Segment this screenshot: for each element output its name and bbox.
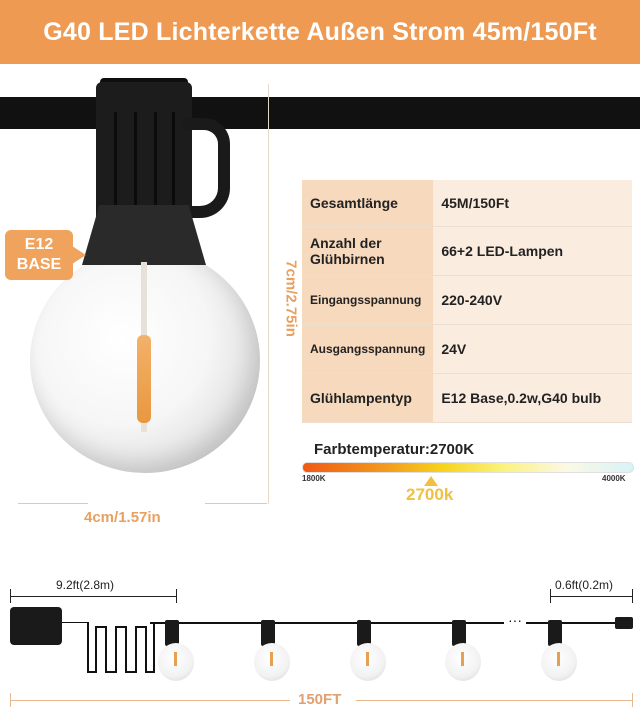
spec-value: 66+2 LED-Lampen bbox=[433, 226, 632, 275]
total-dimension-line-left bbox=[10, 700, 290, 701]
width-dimension-line-left bbox=[18, 503, 88, 504]
width-dimension-line-right bbox=[205, 503, 267, 504]
spec-value: 24V bbox=[433, 324, 632, 373]
string-cable bbox=[150, 622, 615, 624]
spec-value: 220-240V bbox=[433, 275, 632, 324]
spec-key: Glühlampentyp bbox=[302, 373, 433, 422]
total-dimension-line-right bbox=[356, 700, 632, 701]
table-row bbox=[302, 275, 632, 324]
dimension-tick bbox=[632, 589, 633, 603]
mini-filament bbox=[557, 652, 560, 666]
e12-base-callout bbox=[5, 230, 73, 280]
height-dimension-label: 7cm/2.75in bbox=[282, 260, 300, 337]
mini-filament bbox=[461, 652, 464, 666]
title-text: G40 LED Lichterkette Außen Strom 45m/150Ft bbox=[43, 17, 597, 46]
spec-value: E12 Base,0.2w,G40 bulb bbox=[433, 373, 632, 422]
dimension-tick bbox=[176, 589, 177, 603]
socket-hook bbox=[182, 118, 230, 218]
ellipsis: ··· bbox=[504, 612, 526, 628]
height-dimension-line bbox=[268, 84, 269, 504]
temperature-max-label: 4000K bbox=[602, 474, 626, 483]
dimension-tick bbox=[632, 693, 633, 707]
mini-filament bbox=[366, 652, 369, 666]
end-connector-icon bbox=[615, 617, 633, 629]
color-temperature-gradient bbox=[302, 462, 634, 473]
lead-dimension-line bbox=[10, 596, 176, 597]
color-temperature-title: Farbtemperatur:2700K bbox=[314, 441, 475, 458]
callout-arrow bbox=[72, 246, 86, 264]
coiled-cable-icon bbox=[60, 622, 160, 682]
width-dimension-label: 4cm/1.57in bbox=[84, 509, 161, 526]
end-length-label: 0.6ft(0.2m) bbox=[555, 578, 614, 592]
spec-key: Eingangsspannung bbox=[302, 275, 433, 324]
mini-filament bbox=[174, 652, 177, 666]
callout-line2: BASE bbox=[16, 256, 62, 273]
total-length-label: 150FT bbox=[298, 691, 342, 708]
table-row bbox=[302, 226, 632, 275]
spec-key: Anzahl der Glühbirnen bbox=[302, 226, 433, 275]
table-row bbox=[302, 180, 632, 226]
lead-length-label: 9.2ft(2.8m) bbox=[56, 578, 115, 592]
socket-base bbox=[82, 205, 206, 265]
callout-line1: E12 bbox=[24, 236, 54, 253]
power-adapter-icon bbox=[10, 607, 62, 645]
table-row bbox=[302, 324, 632, 373]
spec-key: Gesamtlänge bbox=[302, 180, 433, 226]
spec-value: 45M/150Ft bbox=[433, 180, 632, 226]
spec-table bbox=[302, 180, 632, 423]
spec-key: Ausgangsspannung bbox=[302, 324, 433, 373]
end-dimension-line bbox=[550, 596, 632, 597]
filament-icon bbox=[137, 335, 151, 423]
temperature-marker-label: 2700k bbox=[406, 485, 454, 504]
table-row bbox=[302, 373, 632, 422]
page-title bbox=[0, 0, 640, 64]
mini-filament bbox=[270, 652, 273, 666]
temperature-min-label: 1800K bbox=[302, 474, 326, 483]
